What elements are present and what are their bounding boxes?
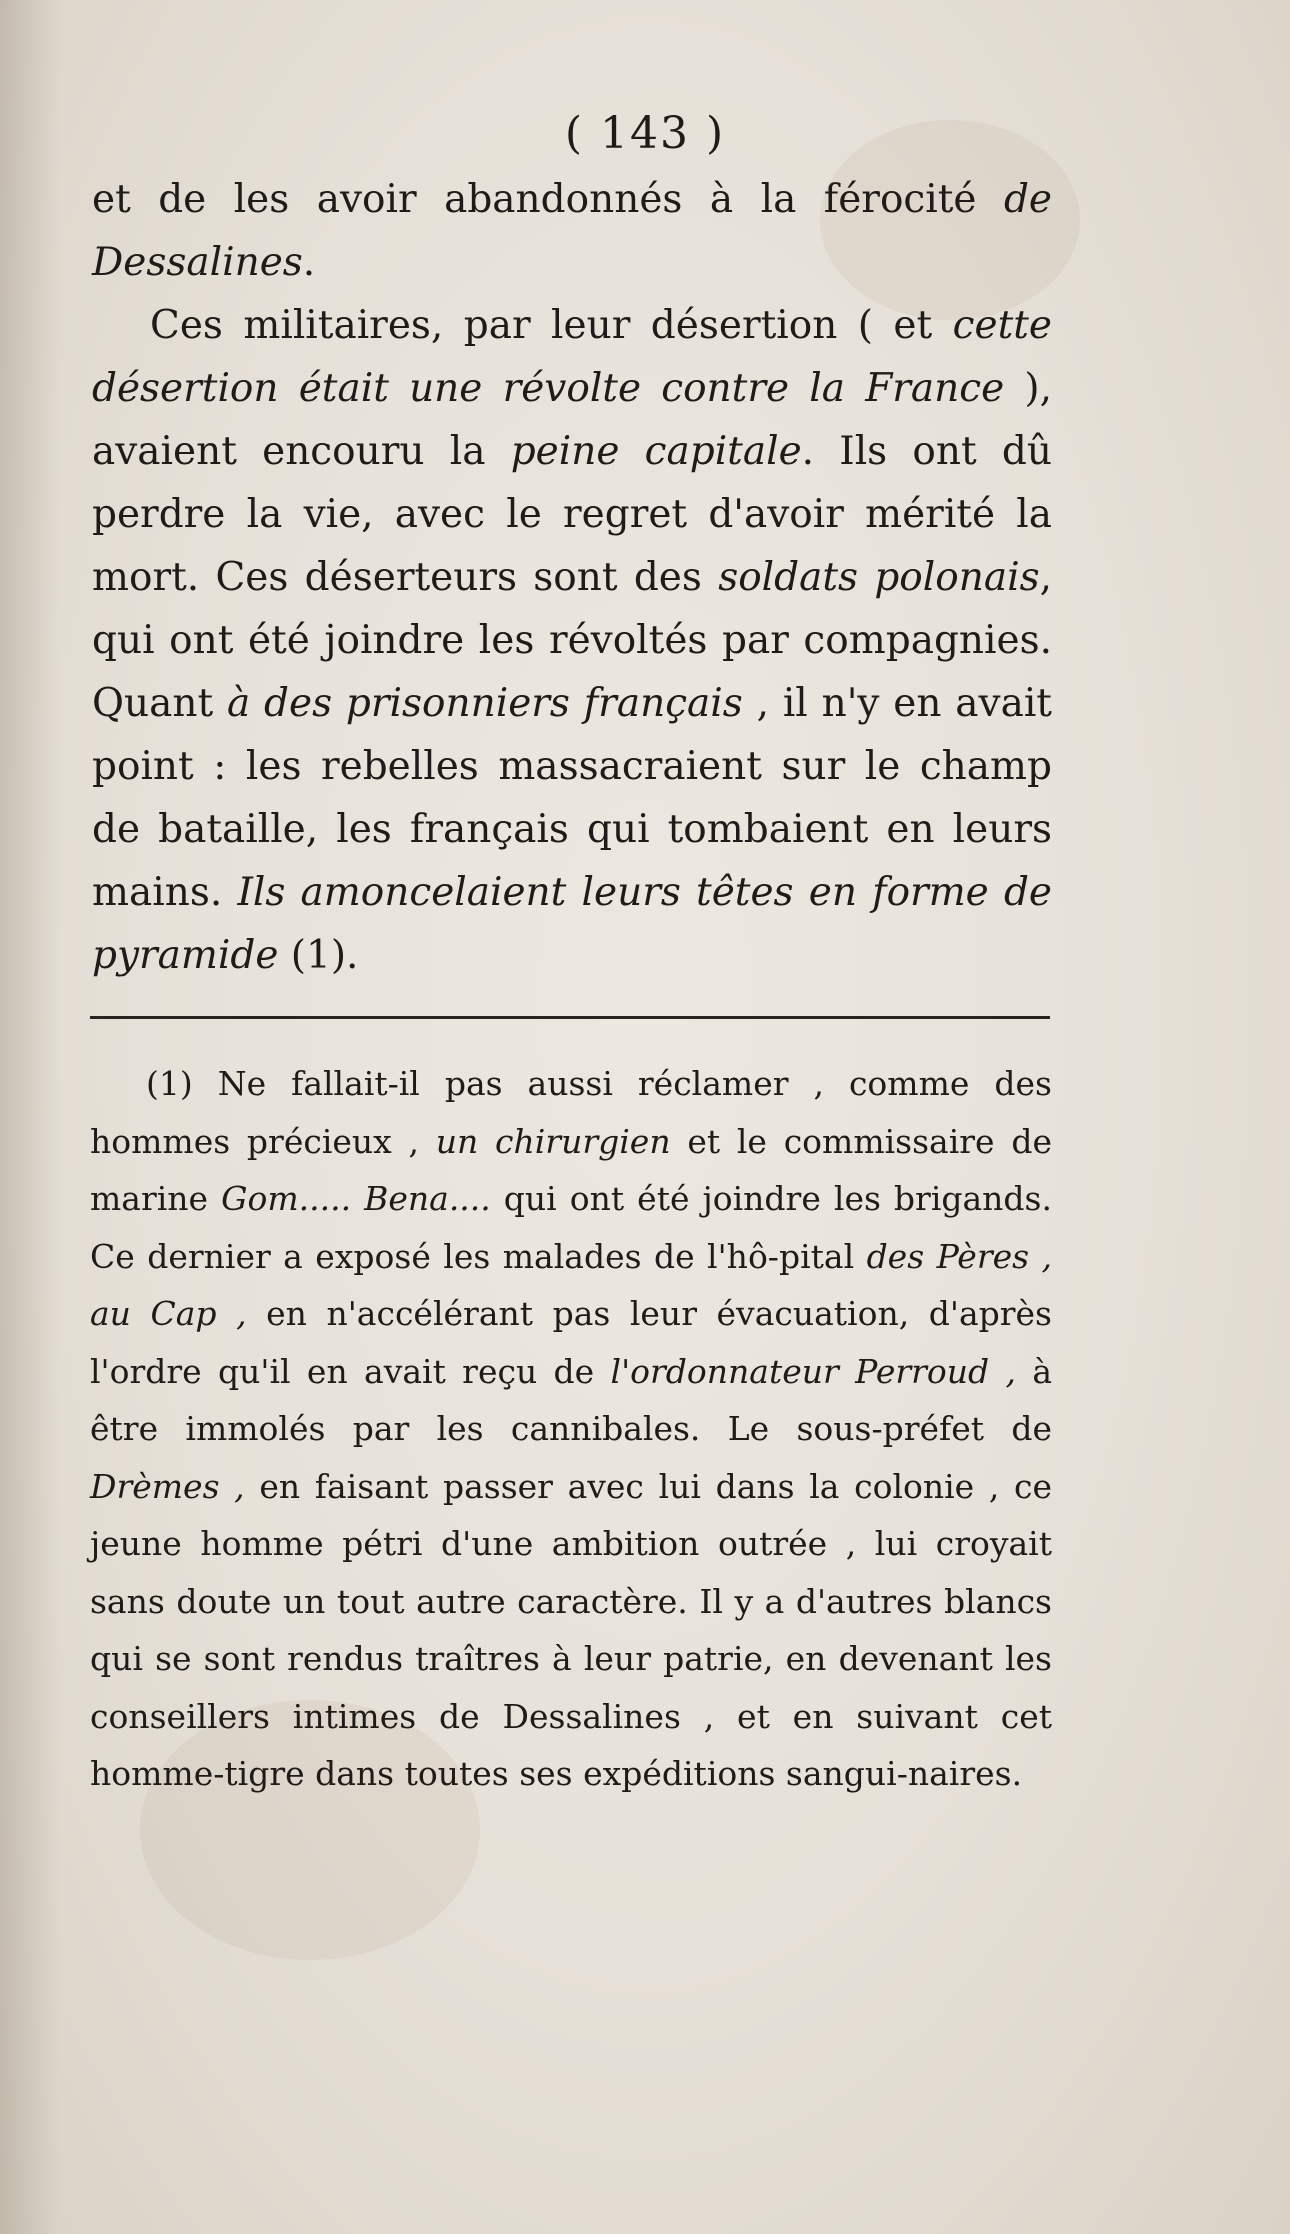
italic-run: un chirurgien <box>435 1121 671 1161</box>
footnote <box>90 1055 1052 1803</box>
text-run: et de les avoir abandonnés à la férocité <box>92 177 1004 222</box>
italic-run: cette désertion était une révolte contre la France <box>92 303 1052 411</box>
text-run: à être immolés par les cannibales. Le sous-préfet de <box>90 1351 1053 1448</box>
text-run: Ces militaires, par leur désertion ( et <box>150 303 953 348</box>
text-run: , il n'y en avait point : les rebelles massacraient sur le champ de bataille, les français qui tombaient en leurs mains. <box>92 681 1052 915</box>
italic-run: l'ordonnateur Perroud , <box>610 1351 1016 1391</box>
italic-run: peine capitale <box>510 429 802 474</box>
text-run: . Ils ont dû perdre la vie, avec le regret d'avoir mérité la mort. Ces déserteurs sont des <box>92 429 1053 600</box>
italic-run: Ils amoncelaient leurs têtes en forme de pyramide <box>92 870 1052 978</box>
italic-run: Gom..... Bena.... <box>221 1179 491 1218</box>
footnote-paragraph <box>90 1055 1052 1803</box>
text-run: qui ont été joindre les brigands. Ce dernier a exposé les malades de l'hô-pital <box>90 1179 1052 1276</box>
text-run: , qui ont été joindre les révoltés par compagnies. Quant <box>92 555 1053 726</box>
text-run: (1) Ne fallait-il pas aussi réclamer , comme des hommes précieux , <box>90 1064 1052 1161</box>
page-number: ( 143 ) <box>564 108 726 159</box>
text-run: ), avaient encouru la <box>92 366 1052 474</box>
italic-run: des Pères , au Cap , <box>90 1236 1052 1333</box>
italic-run: à des prisonniers français <box>226 681 743 726</box>
italic-run: Drèmes , <box>90 1466 245 1506</box>
text-run: . <box>302 240 316 285</box>
main-text <box>92 168 1052 987</box>
paragraph-1 <box>92 168 1052 294</box>
italic-run: de Dessalines <box>92 177 1052 285</box>
text-run: (1). <box>278 933 359 978</box>
text-run: en n'accélérant pas leur évacuation, d'après l'ordre qu'il en avait reçu de <box>90 1294 1052 1391</box>
text-run: et le commissaire de marine <box>90 1121 1052 1218</box>
spine-shadow <box>0 0 60 2234</box>
italic-run: soldats polonais <box>718 555 1040 600</box>
paragraph-2 <box>92 294 1052 987</box>
text-run: en faisant passer avec lui dans la colonie , ce jeune homme pétri d'une ambition outrée , lui croyait sans doute un tout autre caractère. Il y a d'autres blancs qui se sont rendus traîtres à leur patrie, en devenant les conseillers intimes de Dessalines , et en suivant cet homme-tigre dans toutes ses expéditions sangui-naires. <box>90 1466 1052 1793</box>
footnote-rule <box>90 1016 1050 1019</box>
